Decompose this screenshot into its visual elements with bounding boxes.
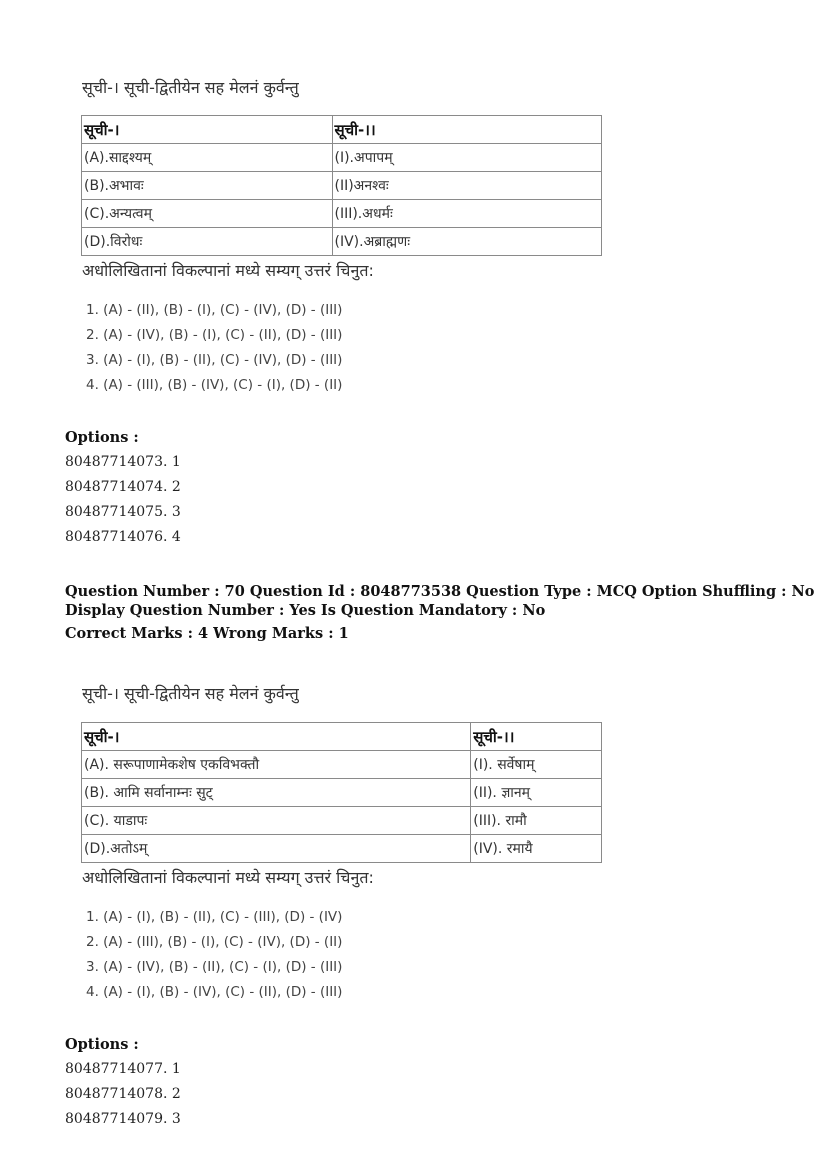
table-cell: (B). आमि सर्वानाम्नः सुट् <box>82 779 471 807</box>
answer-choice: 3. (A) - (I), (B) - (II), (C) - (IV), (D) - (III) <box>86 352 343 368</box>
table-row <box>82 144 602 172</box>
table-header-row <box>82 723 602 751</box>
table-cell: (I). सर्वेषाम् <box>471 751 602 779</box>
answer-choice: 1. (A) - (I), (B) - (II), (C) - (III), (D) - (IV) <box>86 909 343 925</box>
table-cell: (D).अतोऽम् <box>82 835 471 863</box>
table-cell: (B).अभावः <box>82 172 333 200</box>
column-header: सूची-। <box>82 723 471 751</box>
match-table <box>81 722 602 863</box>
table-cell: (D).विरोधः <box>82 228 333 256</box>
column-header: सूची-। <box>82 116 333 144</box>
question-instruction: सूची-। सूची-द्वितीयेन सह मेलनं कुर्वन्तु <box>82 78 299 97</box>
answer-choice: 2. (A) - (III), (B) - (I), (C) - (IV), (D) - (II) <box>86 934 343 950</box>
option-item: 80487714073. 1 <box>65 454 181 470</box>
options-label: Options : <box>65 429 139 446</box>
answer-choice-list <box>86 298 342 398</box>
answer-choice: 2. (A) - (IV), (B) - (I), (C) - (II), (D) - (III) <box>86 327 343 343</box>
table-cell: (A).साद्दश्यम् <box>82 144 333 172</box>
table-row <box>82 751 602 779</box>
column-header: सूची-।। <box>471 723 602 751</box>
column-header: सूची-।। <box>332 116 602 144</box>
table-cell: (C). याडापः <box>82 807 471 835</box>
answer-choice: 3. (A) - (IV), (B) - (II), (C) - (I), (D) - (III) <box>86 959 343 975</box>
option-item: 80487714079. 3 <box>65 1111 181 1127</box>
table-row <box>82 200 602 228</box>
table-row <box>82 779 602 807</box>
options-list <box>65 1057 181 1132</box>
answer-choice: 4. (A) - (I), (B) - (IV), (C) - (II), (D) - (III) <box>86 984 343 1000</box>
options-label: Options : <box>65 1036 139 1053</box>
table-cell: (III). रामौ <box>471 807 602 835</box>
question-prompt: अधोलिखितानां विकल्पानां मध्ये सम्यग् उत्तरं चिनुत: <box>82 868 374 887</box>
answer-choice: 1. (A) - (II), (B) - (I), (C) - (IV), (D) - (III) <box>86 302 343 318</box>
table-cell: (II)अनश्वः <box>332 172 602 200</box>
option-item: 80487714076. 4 <box>65 529 181 545</box>
table-cell: (III).अधर्मः <box>332 200 602 228</box>
table-row <box>82 807 602 835</box>
question-prompt: अधोलिखितानां विकल्पानां मध्ये सम्यग् उत्तरं चिनुत: <box>82 261 374 280</box>
option-item: 80487714078. 2 <box>65 1086 181 1102</box>
option-item: 80487714074. 2 <box>65 479 181 495</box>
option-item: 80487714077. 1 <box>65 1061 181 1077</box>
table-cell: (A). सरूपाणामेकशेष एकविभक्तौ <box>82 751 471 779</box>
table-row <box>82 172 602 200</box>
table-cell: (II). ज्ञानम् <box>471 779 602 807</box>
table-header-row <box>82 116 602 144</box>
table-row <box>82 228 602 256</box>
options-list <box>65 450 181 550</box>
table-cell: (C).अन्यत्वम् <box>82 200 333 228</box>
table-cell: (I).अपापम् <box>332 144 602 172</box>
question-meta <box>65 582 814 643</box>
table-cell: (IV). रमायै <box>471 835 602 863</box>
question-meta-line: Display Question Number : Yes Is Question Mandatory : No <box>65 602 546 619</box>
question-instruction: सूची-। सूची-द्वितीयेन सह मेलनं कुर्वन्तु <box>82 684 299 703</box>
match-table <box>81 115 602 256</box>
option-item: 80487714075. 3 <box>65 504 181 520</box>
answer-choice: 4. (A) - (III), (B) - (IV), (C) - (I), (D) - (II) <box>86 377 343 393</box>
question-meta-line: Question Number : 70 Question Id : 8048773538 Question Type : MCQ Option Shuffling : No <box>65 583 815 600</box>
answer-choice-list <box>86 905 342 1005</box>
table-cell: (IV).अब्राह्मणः <box>332 228 602 256</box>
marks-line: Correct Marks : 4 Wrong Marks : 1 <box>65 625 349 642</box>
table-row <box>82 835 602 863</box>
